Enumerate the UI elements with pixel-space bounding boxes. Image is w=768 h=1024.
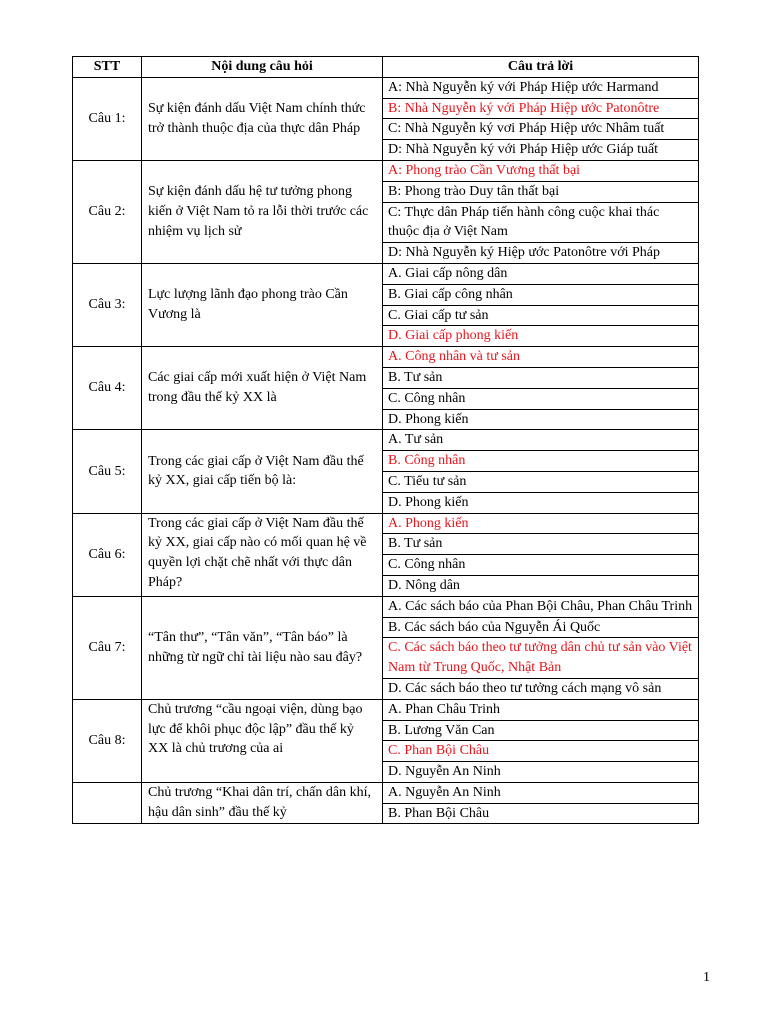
question-number xyxy=(73,782,142,824)
answer-option: A. Tư sản xyxy=(383,430,699,451)
table-row xyxy=(73,513,699,534)
table-row xyxy=(73,596,699,617)
answer-option: D: Nhà Nguyễn ký Hiệp ước Patonôtre với Pháp xyxy=(383,243,699,264)
question-text: Chủ trương “cầu ngoại viện, dùng bạo lực để khôi phục độc lập” đầu thế kỷ XX là chủ trương của ai xyxy=(142,699,383,782)
answer-option: D: Nhà Nguyễn ký với Pháp Hiệp ước Giáp tuất xyxy=(383,140,699,161)
question-text: Lực lượng lãnh đạo phong trào Cần Vương là xyxy=(142,263,383,346)
question-text: Sự kiện đánh dấu hệ tư tưởng phong kiến ở Việt Nam tỏ ra lỗi thời trước các nhiệm vụ lịch sử xyxy=(142,160,383,263)
table-row xyxy=(73,160,699,181)
table-row xyxy=(73,263,699,284)
question-number: Câu 2: xyxy=(73,160,142,263)
answer-option: D. Nguyễn An Ninh xyxy=(383,762,699,783)
header-answer: Câu trả lời xyxy=(383,57,699,78)
answer-option-correct: D. Giai cấp phong kiến xyxy=(383,326,699,347)
answer-option-correct: B: Nhà Nguyễn ký với Pháp Hiệp ước Patonôtre xyxy=(383,98,699,119)
answer-option: B: Phong trào Duy tân thất bại xyxy=(383,181,699,202)
answer-option-correct: A. Phong kiến xyxy=(383,513,699,534)
answer-option: B. Lương Văn Can xyxy=(383,720,699,741)
table-row xyxy=(73,77,699,98)
answer-option: A. Nguyễn An Ninh xyxy=(383,782,699,803)
answer-option-correct: C. Các sách báo theo tư tưởng dân chủ tư sản vào Việt Nam từ Trung Quốc, Nhật Bản xyxy=(383,638,699,679)
answer-option: D. Các sách báo theo tư tưởng cách mạng vô sản xyxy=(383,678,699,699)
answer-option: D. Nông dân xyxy=(383,575,699,596)
question-text: “Tân thư”, “Tân văn”, “Tân báo” là những từ ngữ chỉ tài liệu nào sau đây? xyxy=(142,596,383,699)
answer-option: A: Nhà Nguyễn ký với Pháp Hiệp ước Harmand xyxy=(383,77,699,98)
answer-option: B. Tư sản xyxy=(383,367,699,388)
table-row xyxy=(73,430,699,451)
answer-option: B. Phan Bội Châu xyxy=(383,803,699,824)
question-number: Câu 1: xyxy=(73,77,142,160)
question-text: Sự kiện đánh dấu Việt Nam chính thức trở thành thuộc địa của thực dân Pháp xyxy=(142,77,383,160)
header-row xyxy=(73,57,699,78)
table-row xyxy=(73,782,699,803)
question-number: Câu 8: xyxy=(73,699,142,782)
question-number: Câu 7: xyxy=(73,596,142,699)
answer-option: C. Giai cấp tư sản xyxy=(383,305,699,326)
question-number: Câu 6: xyxy=(73,513,142,596)
question-text: Các giai cấp mới xuất hiện ở Việt Nam trong đầu thế kỷ XX là xyxy=(142,347,383,430)
answer-option-correct: B. Công nhân xyxy=(383,451,699,472)
question-number: Câu 4: xyxy=(73,347,142,430)
answer-option: C. Công nhân xyxy=(383,555,699,576)
answer-option: B. Các sách báo của Nguyễn Ái Quốc xyxy=(383,617,699,638)
page-number: 1 xyxy=(703,970,710,985)
answer-option-correct: C. Phan Bội Châu xyxy=(383,741,699,762)
answer-option-correct: A: Phong trào Cần Vương thất bại xyxy=(383,160,699,181)
table-row xyxy=(73,699,699,720)
question-number: Câu 3: xyxy=(73,263,142,346)
answer-option: C. Công nhân xyxy=(383,388,699,409)
answer-option: C: Thực dân Pháp tiến hành công cuộc khai thác thuộc địa ở Việt Nam xyxy=(383,202,699,243)
header-content: Nội dung câu hỏi xyxy=(142,57,383,78)
question-text: Trong các giai cấp ở Việt Nam đầu thế kỷ XX, giai cấp tiến bộ là: xyxy=(142,430,383,513)
answer-option: C. Tiểu tư sản xyxy=(383,471,699,492)
answer-option: A. Phan Châu Trinh xyxy=(383,699,699,720)
answer-option-correct: A. Công nhân và tư sản xyxy=(383,347,699,368)
header-stt: STT xyxy=(73,57,142,78)
answer-option: A. Các sách báo của Phan Bội Châu, Phan Châu Trinh xyxy=(383,596,699,617)
question-text: Chủ trương “Khai dân trí, chấn dân khí, hậu dân sinh” đầu thế kỷ xyxy=(142,782,383,824)
answer-option: B. Tư sản xyxy=(383,534,699,555)
answer-option: B. Giai cấp công nhân xyxy=(383,284,699,305)
answer-option: D. Phong kiến xyxy=(383,409,699,430)
answer-option: A. Giai cấp nông dân xyxy=(383,263,699,284)
answer-option: C: Nhà Nguyễn ký vơi Pháp Hiệp ước Nhâm tuất xyxy=(383,119,699,140)
questions-table xyxy=(72,56,699,824)
answer-option: D. Phong kiến xyxy=(383,492,699,513)
question-number: Câu 5: xyxy=(73,430,142,513)
table-row xyxy=(73,347,699,368)
question-text: Trong các giai cấp ở Việt Nam đầu thế kỷ XX, giai cấp nào có mối quan hệ về quyền lợi chặt chẽ nhất với thực dân Pháp? xyxy=(142,513,383,596)
